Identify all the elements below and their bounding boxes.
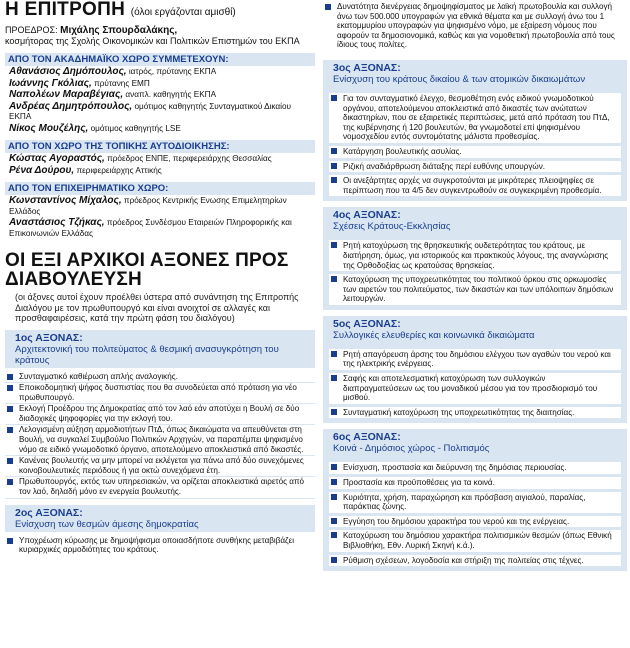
axis-subtitle: Αρχιτεκτονική του πολιτεύματος & θεσμική ανασυγκρότηση του κράτους [15,343,279,366]
section-heading: ΑΠΟ ΤΟΝ ΑΚΑΔΗΜΑΪΚΟ ΧΩΡΟ ΣΥΜΜΕΤΕΧΟΥΝ: [5,53,315,66]
bullet-square-icon [331,177,337,183]
bullet-square-icon [331,494,337,500]
list-item [329,462,621,474]
member-role: πρύτανης ΕΜΠ [94,78,150,88]
list-item [329,530,621,551]
section-heading: ΑΠΟ ΤΟΝ ΧΩΡΟ ΤΗΣ ΤΟΠΙΚΗΣ ΑΥΤΟΔΙΟΙΚΗΣΗΣ: [5,140,315,153]
list-item [5,477,315,498]
member-role: πρόεδρος ΕΝΠΕ, περιφερειάρχης Θεσσαλίας [107,154,272,163]
bullet-square-icon [331,464,337,470]
list-item [329,349,621,370]
list-item-text: Εποικοδομητική ψήφος δυσπιστίας που θα συνοδεύεται από πρόταση για νέο πρωθυπουργό. [19,383,297,402]
president-role: κοσμήτορας της Σχολής Οικονομικών και Πολιτικών Επιστημών του ΕΚΠΑ [5,36,300,46]
bullet-square-icon [7,406,13,412]
list-item [329,93,621,143]
bullet-square-icon [331,518,337,524]
list-item-text: Ρητή κατοχύρωση της θρησκευτικής ουδετερότητας του κράτους, με διατήρηση, όμως, για ιστορικούς και πρακτικούς λόγους, της αναγνώρισης της Ορθοδοξίας ως κρατούσας θρησκείας. [343,241,609,270]
president-name: Μιχάλης Σπουρδαλάκης, [60,25,178,36]
list-item [329,555,621,567]
list-item [329,274,621,305]
list-item [329,407,621,419]
axis-subtitle: Ενίσχυση των θεσμών άμεσης δημοκρατίας [15,518,199,530]
axis3-list [323,87,627,201]
axis2-list-right [323,2,627,52]
bullet-square-icon [331,409,337,415]
bullet-square-icon [7,479,13,485]
axis3-header [323,60,627,87]
bullet-square-icon [331,557,337,563]
axis-title: 3ος ΑΞΟΝΑΣ: [333,61,401,74]
member-role: ομότιμος καθηγητής LSE [90,123,181,133]
list-item-text: Ρητή απαγόρευση άρσης του δημόσιου ελέγχου των αγαθών του νερού και της ηλεκτρικής ενέργειας. [343,349,611,369]
list-item [329,477,621,489]
list-item-text: Ενίσχυση, προστασία και διεύρυνση της δημόσιας περιουσίας. [343,463,567,473]
committee-section-academic [5,53,315,134]
axis-title: 4ος ΑΞΟΝΑΣ: [333,209,401,222]
list-item [5,536,315,557]
member-name: Ρένα Δούρου, [9,164,75,176]
list-item-text: Προστασία και προϋποθέσεις για τα κοινά. [343,478,495,488]
member [9,90,315,101]
list-item-text: Ρύθμιση σχέσεων, λογοδοσία και στήριξη της πολιτείας στις τέχνες. [343,555,584,565]
axis1-list [5,372,315,499]
member-name: Νίκος Μουζέλης, [9,122,89,134]
list-item-text: Συνταγματική κατοχύρωση της υποχρεωτικότητας της διαιτησίας. [343,407,575,417]
list-item [329,492,621,513]
list-item [329,146,621,158]
axis6-header [323,429,627,456]
bullet-square-icon [7,458,13,464]
list-item-text: Υποχρέωση κύρωσης με δημοψήφισμα οποιασδήποτε συνθήκης μεταβιβάζει κυριαρχικές αρμοδιότητες του κράτους. [19,535,295,555]
president-label: ΠΡΟΕΔΡΟΣ: [5,25,58,35]
member [9,166,315,177]
member [9,79,315,90]
list-item [5,404,315,425]
axes-heading: ΟΙ ΕΞΙ ΑΡΧΙΚΟΙ ΑΞΟΝΕΣ ΠΡΟΣ ΔΙΑΒΟΥΛΕΥΣΗ [5,250,289,290]
committee-title-text: Η ΕΠΙΤΡΟΠΗ [5,0,126,20]
president [5,25,315,47]
bullet-square-icon [331,95,337,101]
axis-subtitle: Σχέσεις Κράτους-Εκκλησίας [333,221,451,233]
list-item [5,383,315,404]
list-item [5,456,315,477]
axis-title: 2ος ΑΞΟΝΑΣ: [15,506,83,519]
bullet-square-icon [331,148,337,154]
list-item [5,372,315,384]
list-item [329,161,621,173]
member [9,124,315,135]
axis-subtitle: Κοινά - Δημόσιος χώρος - Πολιτισμός [333,443,490,455]
member-name: Ιωάννης Γκόλιας, [9,77,92,89]
right-column [323,0,627,571]
member-name: Κώστας Αγοραστός, [9,153,105,164]
axis4-list [323,234,627,310]
bullet-square-icon [7,374,13,380]
committee-section-local-government [5,140,315,176]
axis-subtitle: Συλλογικές ελευθερίες και κοινωνικά δικαιώματα [333,329,535,341]
list-item-text: Συνταγματικό καθιέρωση απλής αναλογικής. [19,371,178,381]
list-item [329,516,621,528]
list-item-text: Κατοχύρωση της υποχρεωτικότητας του πολιτικού όρκου στις ορκωμοσίες των αιρετών του πολιτεύματος, των δικαστών και των υπόλοιπων δημόσιων λειτουργών. [343,275,614,304]
list-item-text: Κατάργηση βουλευτικής ασυλίας. [343,146,462,156]
axis1-header [5,330,315,368]
axis6-list [323,456,627,571]
bullet-square-icon [7,538,13,544]
axis4-header [323,207,627,234]
bullet-square-icon [331,276,337,282]
member-name: Αθανάσιος Δημόπουλος, [9,66,127,77]
member-role: περιφερειάρχης Αττικής [76,165,162,175]
list-item [323,2,627,52]
bullet-square-icon [331,351,337,357]
list-item-text: Κανένας βουλευτής να μην μπορεί να εκλέγεται για πάνω από δύο συνεχόμενες κοινοβουλευτικές περιόδους ή για οκτώ συνεχόμενα έτη. [19,456,304,475]
list-item-text: Κυριότητα, χρήση, παραχώρηση και πρόσβαση αιγιαλού, παραλίας, παράκτιας ζώνης. [343,492,586,512]
list-item-text: Δυνατότητα διενέργειας δημοψηφίσματος με λαϊκή πρωτοβουλία και συλλογή άνω των 500.000 υπογραφών για εθνικά θέματα και με συλλογή άνω του 1 εκατομμυρίου υπογραφών για ψηφισμένο νόμο, με εξαίρεση νόμους που αφορούν τα δημοσιονομικά, καθώς και για νομοθετική πρωτοβουλία από τους ίδιους τους πολίτες. [337,2,615,50]
list-item [5,425,315,456]
list-item-text: Σαφής και αποτελεσματική κατοχύρωση των συλλογικών διαπραγματεύσεων ως του μοναδικού μέσου για τον προσδιορισμό του μισθού. [343,374,598,403]
axis2-list-left [5,536,315,557]
committee-title [5,0,315,23]
bullet-square-icon [331,163,337,169]
member-name: Κωνσταντίνος Μίχαλος, [9,195,122,206]
list-item-text: Κατοχύρωση του δημόσιου χαρακτήρα πολιτισμικών θεσμών (όπως Εθνική Βιβλιοθήκη, Εθν. Λυρική Σκηνή κ.ά.). [343,531,612,550]
list-item-text: Εκλογή Προέδρου της Δημοκρατίας από τον λαό εάν αποτύχει η Βουλή σε δύο διαδοχικές ψηφοφορίες για την εκλογή του. [19,404,300,423]
section-heading: ΑΠΟ ΤΟΝ ΕΠΙΧΕΙΡΗΜΑΤΙΚΟ ΧΩΡΟ: [5,182,315,195]
list-item-text: Λελογισμένη αύξηση αρμοδιοτήτων ΠτΔ, όπως δικαιώματα να απευθύνεται στη Βουλή, να συγκαλεί Συμβούλιο Πολιτικών Αρχηγών, να παραπέμπει ψηφισμένο νόμο σε ειδικό γνωμοδοτικό όργανο, αποτελούμενο αποκλειστικά από δικαστές. [19,425,304,454]
bullet-square-icon [7,427,13,433]
member-role: αναπλ. καθηγητής ΕΚΠΑ [125,90,217,99]
list-item-text: Για τον συνταγματικό έλεγχο, θεσμοθέτηση ενός ειδικού γνωμοδοτικού οργάνου, αποτελούμενου αποκλειστικά από δικαστές των ανώτατων δικαστηρίων, που σε εξαιρετικές περιπτώσεις, μετά από πρόταση του ΠτΔ, της κυβέρνησης ή 120 βουλευτών, θα γνωμοδοτεί επί ψηφισμένου νομοσχεδίου εντός συντομότατης μάλιστα προθεσμίας. [343,93,610,142]
list-item-text: Ριζική αναδιάρθρωση διάταξης περί ευθύνης υπουργών. [343,161,545,171]
bullet-square-icon [325,4,331,10]
axis-title: 6ος ΑΞΟΝΑΣ: [333,431,401,444]
list-item-text: Πρωθυπουργός, εκτός των υπηρεσιακών, να ορίζεται αποκλειστικά αιρετός από τον λαό, δηλαδή μόνο εν ενεργεία βουλευτής. [19,477,305,497]
bullet-square-icon [331,532,337,538]
bullet-square-icon [7,385,13,391]
member [9,196,315,217]
member [9,102,315,123]
list-item [329,373,621,404]
member-role: πρόεδρος Συνδέσμου Εταιρειών Πληροφορικής και Επικοινωνιών Ελλάδας [9,218,292,238]
bullet-square-icon [331,242,337,248]
member [9,218,315,239]
axis5-header [323,316,627,343]
axis-title: 1ος ΑΞΟΝΑΣ: [15,331,83,344]
member-role: ομότιμος καθηγητής Συνταγματικού Δικαίου ΕΚΠΑ [9,101,292,121]
axis-title: 5ος ΑΞΟΝΑΣ: [333,317,401,330]
member-role: πρόεδρος Κεντρικής Ενωσης Επιμελητηρίων Ελλάδος [9,196,287,216]
member-role: ιατρός, πρύτανης ΕΚΠΑ [128,67,217,76]
list-item-text: Εγγύηση του δημόσιου χαρακτήρα του νερού και της ενέργειας. [343,516,570,526]
committee-section-business [5,182,315,239]
member [9,67,315,78]
axis-subtitle: Ενίσχυση του κράτους δικαίου & των ατομικών δικαιωμάτων [333,73,586,85]
member [9,154,315,165]
axis5-list [323,343,627,424]
axis2-header [5,505,315,532]
member-name: Ναπολέων Μαραβέγιας, [9,89,124,100]
axes-note: (οι άξονες αυτοί έχουν προέλθει ύστερα από συνάντηση της Επιτροπής Διαλόγου με τον πρωθυπουργό και είναι ανοιχτοί σε αλλαγές και προσθαφαιρέσεις, κατά την πρώτη φάση του διαλόγου) [15,292,299,323]
list-item [329,175,621,196]
left-column [5,0,315,557]
bullet-square-icon [331,375,337,381]
list-item [329,240,621,271]
committee-title-note: (όλοι εργάζονται αμισθί) [130,7,236,18]
member-name: Αναστάσιος Τζήκας, [9,217,105,228]
list-item-text: Οι ανεξάρτητες αρχές να συγκροτούνται με μικρότερες πλειοψηφίες σε περίπτωση που τα 4/5 δεν συγκεντρωθούν σε συγκεκριμένη προθεσμία. [343,176,602,195]
member-name: Ανδρέας Δημητρόπουλος, [9,100,133,112]
bullet-square-icon [331,479,337,485]
